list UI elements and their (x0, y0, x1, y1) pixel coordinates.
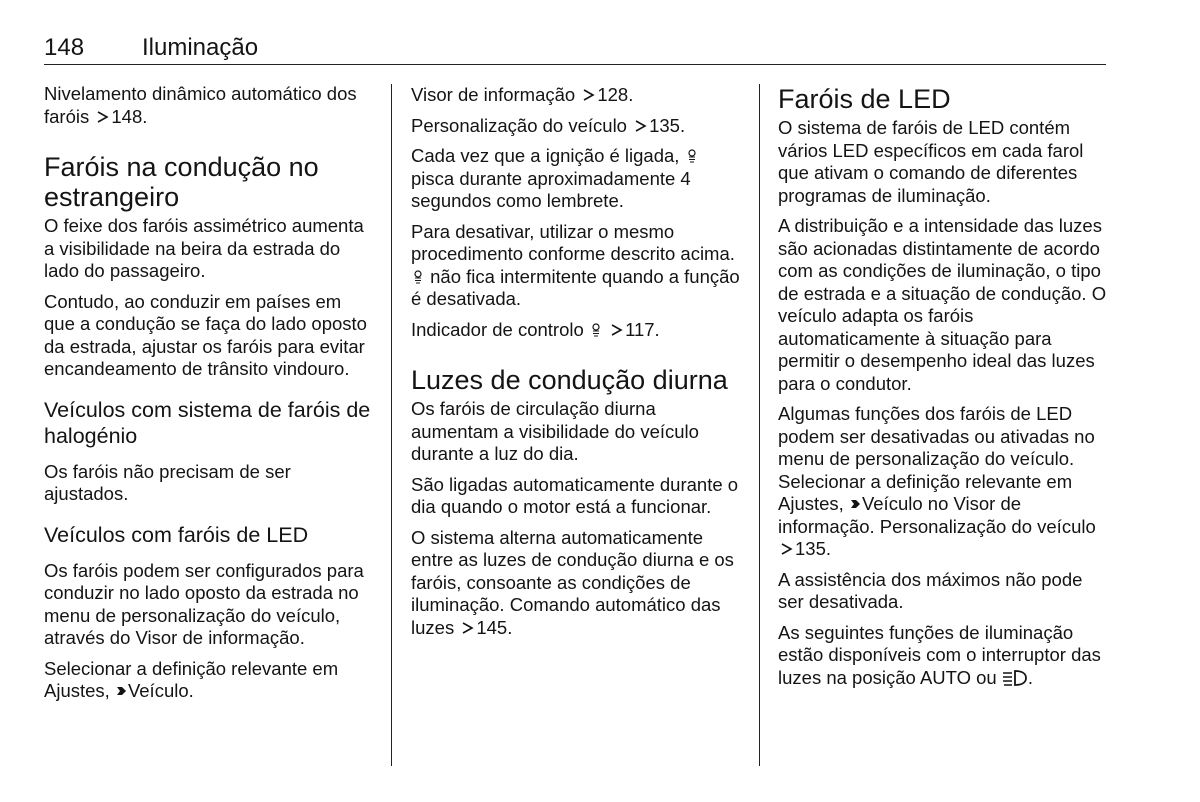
page-reference-link[interactable]: 135. (649, 114, 686, 136)
text: Cada vez que a ignição é ligada, (411, 145, 680, 166)
text: . (188, 680, 194, 701)
column-1 (44, 83, 372, 711)
section-heading-diurna: Luzes de condução diurna (411, 365, 728, 395)
headlight-switch-icon (1002, 669, 1028, 687)
daytime-light-indicator-icon (413, 269, 423, 284)
daytime-light-indicator-icon (591, 322, 601, 337)
paragraph: O sistema de faróis de LED contém vários LED específicos em cada farol que ativam o comando de diferentes programas de iluminação. (778, 117, 1084, 206)
subheading-halogenio: Veículos com sistema de faróis de halogénio (44, 397, 371, 448)
text: ou (976, 666, 997, 688)
page-reference-icon (634, 119, 647, 133)
paragraph (778, 622, 1112, 690)
page-header (44, 34, 1106, 66)
chapter-title: Iluminação (142, 34, 259, 61)
text: Personalização do veículo (411, 114, 627, 136)
paragraph: O feixe dos faróis assimétrico aumenta a visibilidade na beira da estrada do lado do passageiro. (44, 215, 364, 281)
text: no Visor de informação. Personalização do veículo (778, 493, 1096, 537)
paragraph: A assistência dos máximos não pode ser desativada. (778, 568, 1083, 612)
column-divider-2 (759, 84, 760, 766)
page-reference-icon (610, 323, 623, 337)
menu-term-ajustes: Ajustes (778, 493, 839, 514)
text: Indicador de controlo (411, 318, 584, 340)
paragraph: Contudo, ao conduzir em países em que a condução se faça do lado oposto da estrada, ajustar os faróis para evitar encandeamento de trânsito vindouro. (44, 290, 367, 379)
page-reference-link[interactable]: 148. (111, 105, 148, 127)
text: Algumas funções dos faróis de LED podem ser desativadas ou ativadas no menu de personalização do veículo. Selecionar a definição relevante em (778, 403, 1095, 492)
page-reference-link[interactable]: 128. (597, 84, 634, 105)
menu-arrow-icon (116, 684, 127, 698)
section-heading-estrangeiro: Faróis na condução no estrangeiro (44, 152, 319, 212)
page-number: 148 (44, 34, 85, 61)
text: Visor de informação (411, 84, 576, 105)
page-reference-link[interactable]: 135. (795, 538, 832, 559)
section-heading-led: Faróis de LED (778, 84, 951, 114)
column-divider-1 (391, 84, 392, 766)
switch-position-auto: AUTO (919, 666, 971, 688)
menu-arrow-icon (850, 497, 861, 511)
text: As seguintes funções de iluminação estão disponíveis com o interruptor das luzes na posição (778, 621, 1101, 688)
text: O sistema alterna automaticamente entre as luzes de condução diurna e os faróis, consoante as condições de iluminação. Comando automático das luzes (411, 526, 734, 638)
paragraph: Selecionar a definição relevante em Ajustes, Veículo. (44, 657, 339, 701)
page-reference-icon (582, 88, 595, 102)
paragraph: Os faróis podem ser configurados para conduzir no lado oposto da estrada no menu de personalização do veículo, através do Visor de informação. (44, 559, 364, 648)
column-2 (411, 84, 745, 647)
daytime-light-indicator-icon (687, 148, 697, 163)
page-reference-icon (96, 110, 109, 124)
text: Nivelamento dinâmico automático dos faróis (44, 83, 357, 127)
page-reference-icon (780, 542, 793, 556)
text: Para desativar, utilizar o mesmo procedimento conforme descrito acima. (411, 220, 735, 264)
text: Selecionar a definição relevante em (44, 657, 339, 679)
paragraph (411, 319, 745, 342)
column-3 (778, 84, 1112, 697)
paragraph: Os faróis não precisam de ser ajustados. (44, 460, 291, 504)
paragraph (411, 84, 745, 107)
text: não fica intermitente quando a função é desativada. (411, 265, 740, 309)
paragraph: A distribuição e a intensidade das luzes são acionadas distintamente de acordo com as condições de iluminação, o tipo de estrada e a situação de condução. O veículo adapta os faróis automaticamente à situação para permitir o desempenho ideal das luzes para o condutor. (778, 215, 1107, 394)
text: . (1027, 666, 1033, 688)
paragraph (411, 115, 745, 138)
page-reference-link[interactable]: 117. (625, 318, 660, 340)
paragraph: São ligadas automaticamente durante o dia quando o motor está a funcionar. (411, 473, 739, 517)
header-rule (44, 64, 1106, 65)
paragraph: Algumas funções dos faróis de LED podem ser desativadas ou ativadas no menu de personalização do veículo. Selecionar a definição relevante em Ajustes, Veículo no Visor de informação. Personalização do veículo 135. (778, 403, 1096, 559)
menu-term-ajustes: Ajustes (44, 680, 105, 701)
text: pisca durante aproximadamente 4 segundos como lembrete. (411, 167, 691, 211)
paragraph (411, 221, 745, 311)
paragraph (44, 83, 372, 128)
page-reference-link[interactable]: 145. (476, 616, 513, 638)
paragraph (411, 527, 745, 640)
paragraph (411, 145, 745, 213)
menu-term-veiculo: Veículo (127, 680, 189, 701)
subheading-led: Veículos com faróis de LED (44, 522, 309, 547)
page-reference-icon (461, 621, 474, 635)
menu-term-veiculo: Veículo (861, 493, 923, 514)
paragraph: Os faróis de circulação diurna aumentam a visibilidade do veículo durante a luz do dia. (411, 398, 699, 464)
